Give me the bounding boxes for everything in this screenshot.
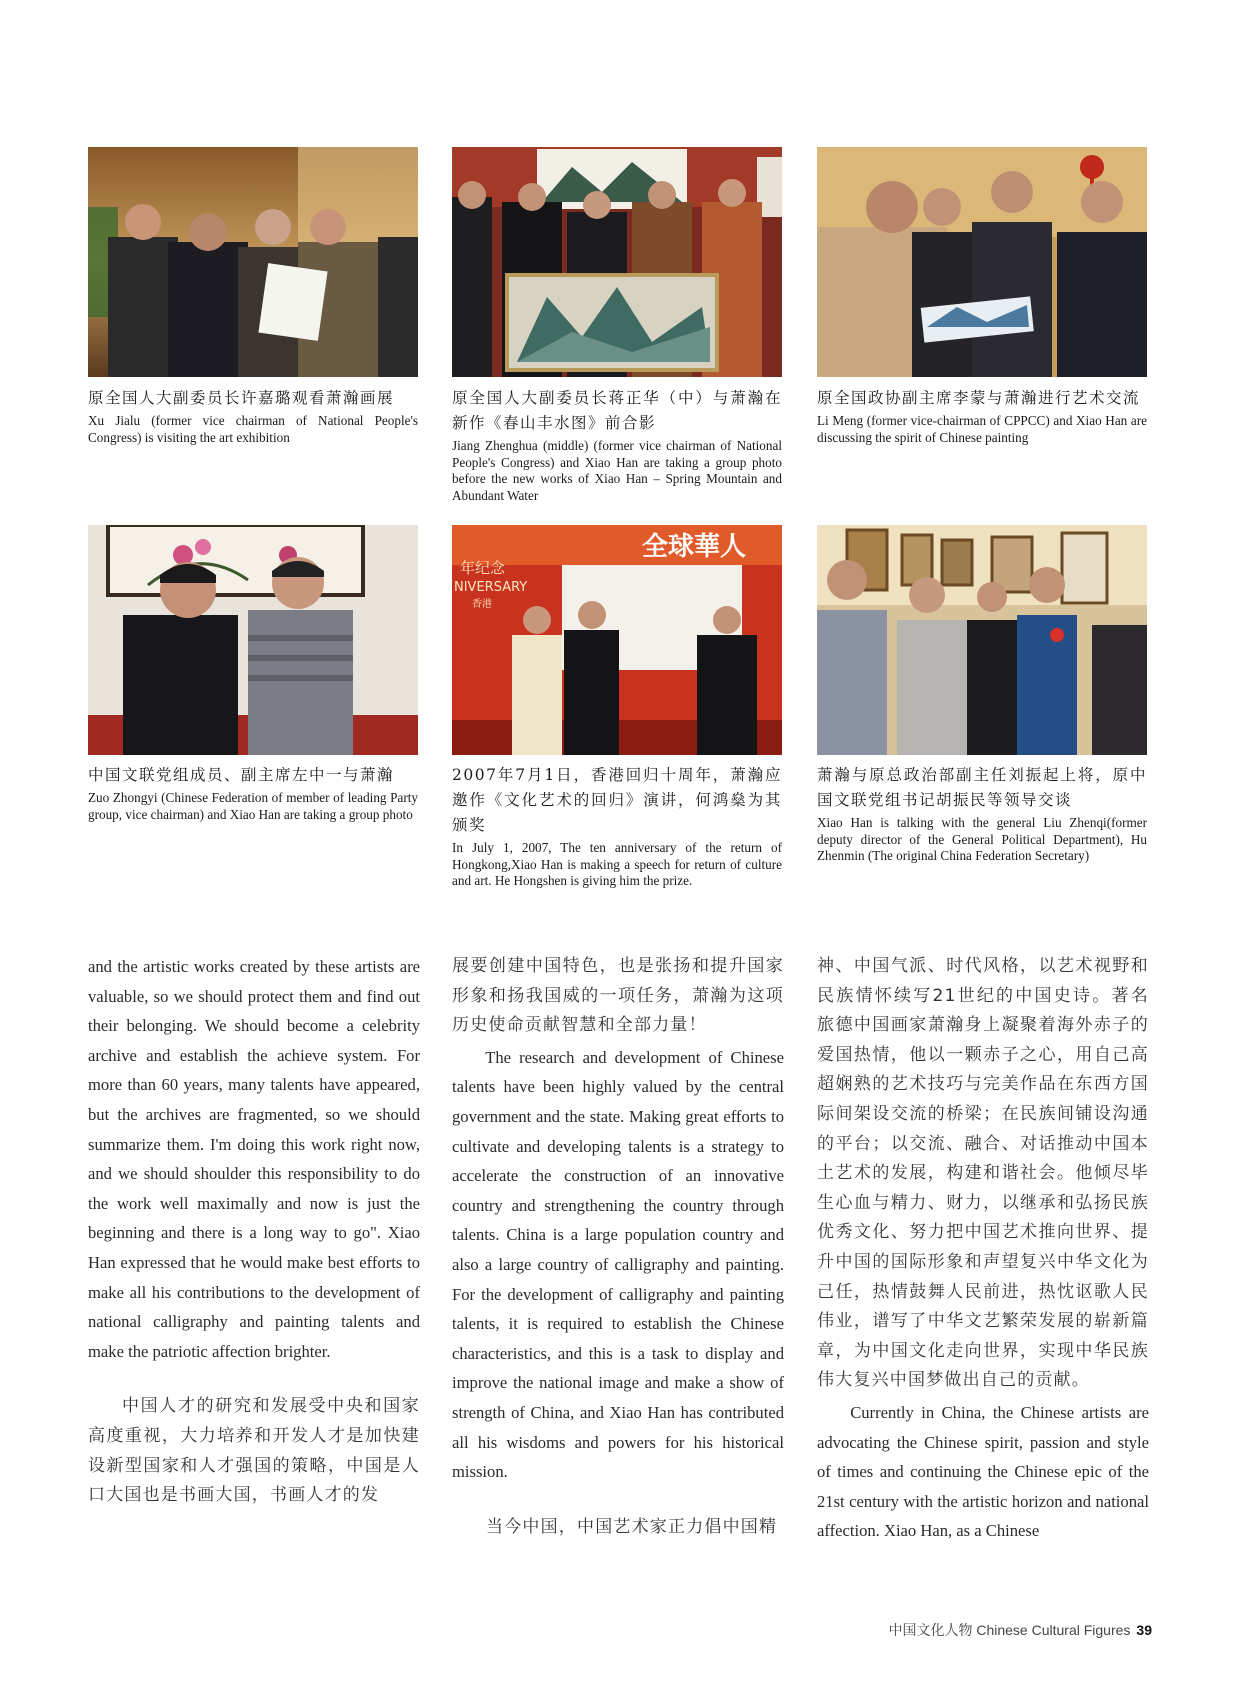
- caption-6: [817, 763, 1147, 865]
- banner-text-left-3: 香港: [472, 599, 492, 610]
- body-column-3: [817, 952, 1149, 1546]
- photo-xu-jialu-exhibition: [88, 147, 418, 377]
- caption-1-zh: 原全国人大副委员长许嘉璐观看萧瀚画展: [88, 389, 395, 407]
- caption-6-zh: 萧瀚与原总政治部副主任刘振起上将，原中国文联党组书记胡振民等领导交谈: [817, 766, 1147, 809]
- page-footer: [888, 1620, 1152, 1640]
- body-column-2: [452, 952, 784, 1542]
- photo-li-meng-discussion: [817, 147, 1147, 377]
- banner-text-left: 年纪念: [460, 559, 506, 577]
- body-column-1: [88, 952, 420, 1511]
- banner-text-right: 全球華人: [642, 532, 747, 562]
- photo-hongkong-speech-award: [452, 525, 782, 755]
- caption-5-zh: 2007年7月1日，香港回归十周年，萧瀚应邀作《文化艺术的回归》演讲，何鸿燊为其颁奖: [452, 766, 782, 834]
- caption-3-en: Li Meng (former vice-chairman of CPPCC) and Xiao Han are discussing the spirit of Chinese painting: [817, 413, 1147, 445]
- magazine-name: 中国文化人物 Chinese Cultural Figures: [888, 1622, 1131, 1638]
- col2-english-paragraph: The research and development of Chinese talents have been highly valued by the central government and the state. Making great efforts to cultivate and developing talents is a strategy to accelerate the construction of an innovative country and strengthening the country through talents. China is a large population country and also a large country of calligraphy and painting. For the development of calligraphy and painting talents, it is required to establish the Chinese characteristics, and this is a task to display and improve the national image and make a show of strength of China, and Xiao Han has contributed all his wisdoms and powers for his historical mission.: [452, 1047, 784, 1482]
- page-number: 39: [1136, 1622, 1152, 1638]
- banner-text-left-2: NIVERSARY: [454, 580, 528, 595]
- photo-jiang-zhenghua-group: [452, 147, 782, 377]
- caption-1-en: Xu Jialu (former vice chairman of National People's Congress) is visiting the art exhibition: [88, 413, 418, 445]
- caption-4-en: Zuo Zhongyi (Chinese Federation of member of leading Party group, vice chairman) and Xiao Han are taking a group photo: [88, 790, 418, 822]
- col1-english-paragraph: and the artistic works created by these artists are valuable, so we should protect them and find out their belonging. We should become a celebrity archive and establish the achieve system. For more than 60 years, many talents have appeared, but the archives are fragmented, so we should summarize them. I'm doing this work right now, and we should shoulder this responsibility to do the work well maximally and now is just the beginning and there is a long way to go". Xiao Han expressed that he would make best efforts to make all his contributions to the development of national calligraphy and painting talents and make the patriotic affection brighter.: [88, 957, 420, 1361]
- caption-3: [817, 386, 1147, 446]
- caption-4: [88, 763, 418, 823]
- caption-1: [88, 386, 418, 446]
- caption-2-zh: 原全国人大副委员长蒋正华（中）与萧瀚在新作《春山丰水图》前合影: [452, 389, 782, 432]
- photo-liu-zhenqi-talk: [817, 525, 1147, 755]
- caption-2-en: Jiang Zhenghua (middle) (former vice chairman of National People's Congress) and Xiao Han are taking a group photo before the new works of Xiao Han – Spring Mountain and Abundant Water: [452, 438, 782, 503]
- caption-6-en: Xiao Han is talking with the general Liu Zhenqi(former deputy director of the General Political Department), Hu Zhenmin (The original China Federation Secretary): [817, 815, 1147, 863]
- caption-5-en: In July 1, 2007, The ten anniversary of the return of Hongkong,Xiao Han is making a speech for return of culture and art. He Hongshen is giving him the prize.: [452, 840, 782, 888]
- col3-english-paragraph: Currently in China, the Chinese artists are advocating the Chinese spirit, passion and style of times and continuing the Chinese epic of the 21st century with the artistic horizon and national affection. Xiao Han, as a Chinese: [817, 1402, 1149, 1541]
- col2-chinese-paragraph-1: 展要创建中国特色，也是张扬和提升国家形象和扬我国威的一项任务，萧瀚为这项历史使命贡献智慧和全部力量！: [452, 956, 784, 1036]
- photo-zuo-zhongyi: [88, 525, 418, 755]
- caption-5: [452, 763, 782, 890]
- caption-2: [452, 386, 782, 504]
- col3-chinese-paragraph: 神、中国气派、时代风格，以艺术视野和民族情怀续写21世纪的中国史诗。著名旅德中国画家萧瀚身上凝聚着海外赤子的爱国热情，他以一颗赤子之心，用自己高超娴熟的艺术技巧与完美作品在东西方国际间架设交流的桥梁；在民族间铺设沟通的平台；以交流、融合、对话推动中国本土艺术的发展，构建和谐社会。他倾尽毕生心血与精力、财力，以继承和弘扬民族优秀文化、努力把中国艺术推向世界、提升中国的国际形象和声望复兴中华文化为己任，热情鼓舞人民前进，热忱讴歌人民伟业，谱写了中华文艺繁荣发展的崭新篇章，为中国文化走向世界，实现中华民族伟大复兴中国梦做出自己的贡献。: [817, 956, 1149, 1391]
- col2-chinese-paragraph-2: 当今中国，中国艺术家正力倡中国精: [486, 1516, 778, 1537]
- caption-4-zh: 中国文联党组成员、副主席左中一与萧瀚: [88, 766, 395, 784]
- caption-3-zh: 原全国政协副主席李蒙与萧瀚进行艺术交流: [817, 389, 1141, 407]
- col1-chinese-paragraph: 中国人才的研究和发展受中央和国家高度重视，大力培养和开发人才是加快建设新型国家和人才强国的策略，中国是人口大国也是书画大国，书画人才的发: [88, 1396, 420, 1506]
